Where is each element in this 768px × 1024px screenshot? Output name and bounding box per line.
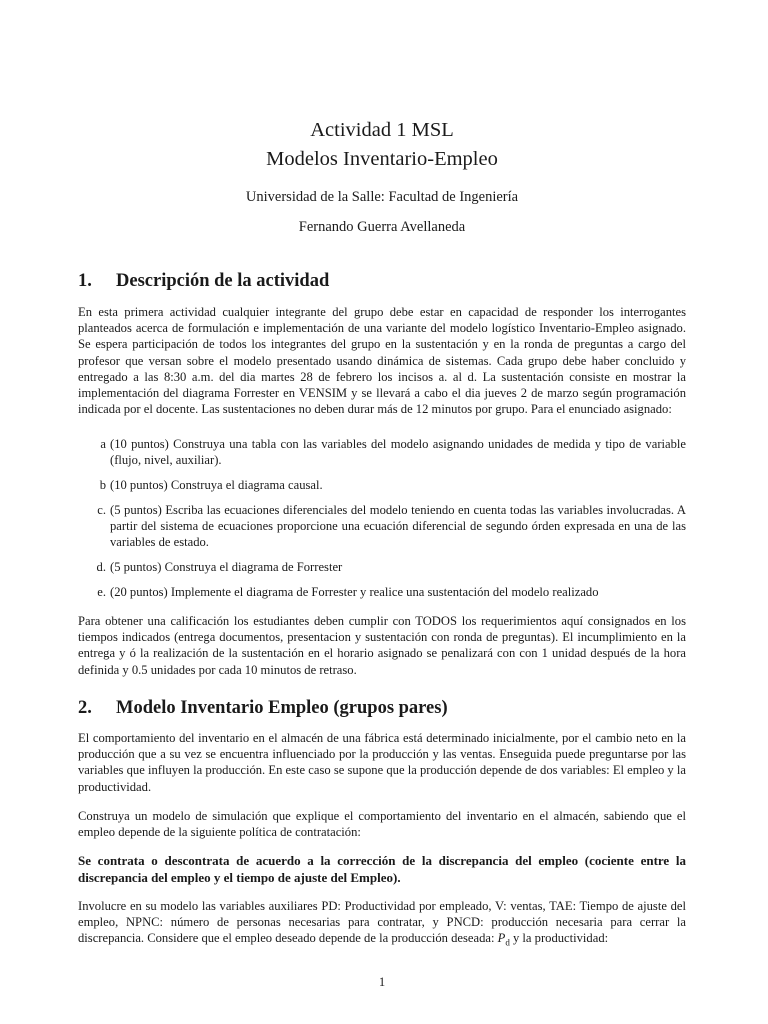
- paragraph-tail: y la productividad:: [512, 931, 609, 946]
- section-2-number: 2.: [78, 698, 92, 718]
- section-2-paragraph-4: [78, 898, 686, 951]
- document-title: [78, 116, 686, 174]
- task-list: [78, 436, 686, 609]
- page-number: 1: [378, 975, 386, 989]
- section-2-policy-statement: Se contrata o descontrata de acuerdo a la corrección de la discrepancia del empleo (cociente entre la discrepancia del empleo y el tiempo de ajuste del Empleo).: [78, 853, 686, 885]
- math-subscript: d: [505, 937, 510, 948]
- section-2-paragraph-1: El comportamiento del inventario en el almacén de una fábrica está determinado inicialmente, por el cambio neto en la producción que a su vez se encuentra influenciado por la producción y las ventas. Enseguida puede preguntarse por las variables que influyen la producción. En este caso se supone que la producción depende de dos variables: El empleo y la productividad.: [78, 731, 686, 794]
- math-variable: P: [497, 931, 506, 946]
- list-item-text: (20 puntos) Implemente el diagrama de Forrester y realice una sustentación del modelo realizado: [110, 584, 599, 599]
- list-item-text: (10 puntos) Construya una tabla con las variables del modelo asignando unidades de medida y tipo de variable (flujo, nivel, auxiliar).: [110, 437, 686, 468]
- section-1-closing: Para obtener una calificación los estudiantes deben cumplir con TODOS los requerimientos aquí consignados en los tiempos indicados (entrega documentos, presentacion y sustentación con ronda de preguntas). El incumplimiento en la entrega y ó la realización de la sustentación en el horario asignado se penalizará con con 1 unidad después de la hora definida y 0.5 unidades por cada 10 minutos de retraso.: [78, 614, 686, 677]
- list-item: [78, 436, 686, 468]
- list-marker: b: [99, 478, 106, 492]
- section-1-title: Descripción de la actividad: [116, 271, 330, 291]
- paragraph-text: Involucre en su modelo las variables auxiliares PD: Productividad por empleado, V: ventas, TAE: Tiempo de ajuste del empleo, NPNC: número de personas necesarias para contratar, y PNCD: producción necesaria para cerrar la discrepancia. Considere que el empleo deseado depende de la producción deseada:: [78, 899, 686, 946]
- section-2-heading: [78, 696, 448, 720]
- title-line-1: Actividad 1 MSL: [310, 119, 454, 141]
- list-marker: e.: [97, 584, 106, 599]
- section-2-paragraph-2: Construya un modelo de simulación que explique el comportamiento del inventario en el almacén, sabiendo que el empleo depende de la siguiente política de contratación:: [78, 809, 686, 840]
- author: Fernando Guerra Avellaneda: [298, 219, 466, 235]
- list-item: [78, 502, 686, 551]
- list-marker: a: [100, 437, 106, 451]
- list-item-text: (5 puntos) Escriba las ecuaciones diferenciales del modelo teniendo en cuenta todas las variables involucradas. A partir del sistema de ecuaciones proporcione una ecuación diferencial de segundo órden expresada en una de las variables de estado.: [110, 502, 686, 550]
- list-marker: d.: [96, 560, 106, 574]
- list-item-text: (5 puntos) Construya el diagrama de Forrester: [110, 560, 343, 574]
- section-2-title: Modelo Inventario Empleo (grupos pares): [116, 698, 448, 718]
- section-1-number: 1.: [78, 271, 92, 291]
- affiliation: Universidad de la Salle: Facultad de Ingeniería: [245, 189, 519, 205]
- list-marker: c.: [97, 502, 106, 517]
- list-item: [78, 584, 686, 600]
- section-1-heading: [78, 269, 329, 293]
- list-item: [78, 477, 686, 493]
- list-item: [78, 559, 686, 575]
- title-line-2: Modelos Inventario-Empleo: [266, 148, 498, 170]
- list-item-text: (10 puntos) Construya el diagrama causal.: [110, 478, 323, 492]
- section-1-intro: En esta primera actividad cualquier integrante del grupo debe estar en capacidad de responder los interrogantes planteados acerca de formulación e implementación de una variante del modelo logístico Inventario-Empleo asignado. Se espera participación de todos los integrantes del grupo en la sustentación y en la ronda de preguntas a cargo del profesor que versan sobre el modelo presentado usando dinámica de sistemas. Cada grupo debe haber concluido y entregado a las 8:30 a.m. del dia martes 28 de febrero los incisos a. al d. La sustentación consiste en mostrar la implementación del diagrama Forrester en VENSIM y se llevará a cabo el dia jueves 2 de marzo según programación indicada por el docente. Las sustentaciones no deben durar más de 12 minutos por grupo. Para el enunciado asignado:: [78, 305, 686, 417]
